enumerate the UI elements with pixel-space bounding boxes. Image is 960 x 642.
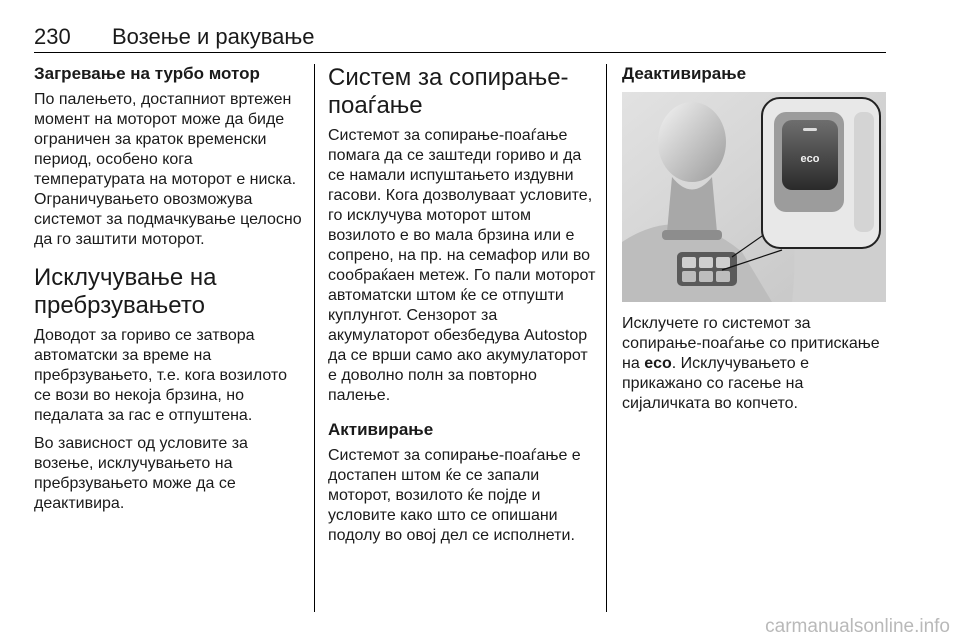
column-1: [34, 64, 304, 522]
watermark: carmanualsonline.info: [765, 616, 950, 637]
section-heading-stop-start: Систем за сопирање-поаѓање: [328, 64, 569, 119]
section-heading-overrun-cutoff: Исклучување на пребрзувањето: [34, 264, 217, 319]
paragraph: Исклучете го системот за сопирање-поаѓање со притискање на eco. Исклучувањето е прикажано со гасење на сијаличката во копчето.: [622, 315, 880, 412]
section-heading-deactivation: Деактивирање: [622, 64, 747, 83]
paragraph: Системот за сопирање-поаѓање е достапен штом ќе се запали моторот, возилото ќе појде и условите како што се опишани подолу во овој дел се исполнети.: [328, 447, 581, 544]
figure-eco-button: [622, 92, 886, 302]
page-header: [34, 22, 886, 53]
column-3: [622, 64, 890, 422]
paragraph: Во зависност од условите за возење, исклучувањето на пребрзувањето може да се деактивира.: [34, 435, 248, 512]
column-2: [328, 64, 596, 554]
section-heading-turbo-warmup: Загревање на турбо мотор: [34, 64, 260, 83]
chapter-title: Возење и ракување: [112, 24, 315, 49]
column-divider: [314, 64, 315, 612]
paragraph: По палењето, достапниот вртежен момент на моторот може да биде ограничен за краток временски период, особено кога температурата на моторот е ниска. Ограничувањето овозможува системот за подмачкување целосно да го заштити моторот.: [34, 91, 302, 248]
paragraph: Доводот за гориво се затвора автоматски за време на пребрзувањето, т.е. кога возилото се вози во некоја брзина, но педалата за гас е отпуштена.: [34, 327, 287, 424]
eco-button-illustration: [622, 92, 886, 302]
page-number: 230: [34, 24, 71, 49]
section-heading-activation: Активирање: [328, 420, 434, 439]
column-divider: [606, 64, 607, 612]
paragraph: Системот за сопирање-поаѓање помага да се заштеди гориво и да се намали испуштањето издувни гасови. Кога дозволуваат условите, го исклучува моторот штом возилото е во мала брзина или е сопрено, на пр. на семафор или во сообраќаен метеж. Го пали моторот автоматски штом ќе се отпушти куплунгот. Сензорот за акумулаторот обезбедува Autostop да се врши само ако акумулаторот е доволно полн за повторно палење.: [328, 127, 596, 404]
eco-button-label: eco: [800, 153, 820, 165]
eco-keyword: eco: [644, 355, 672, 372]
